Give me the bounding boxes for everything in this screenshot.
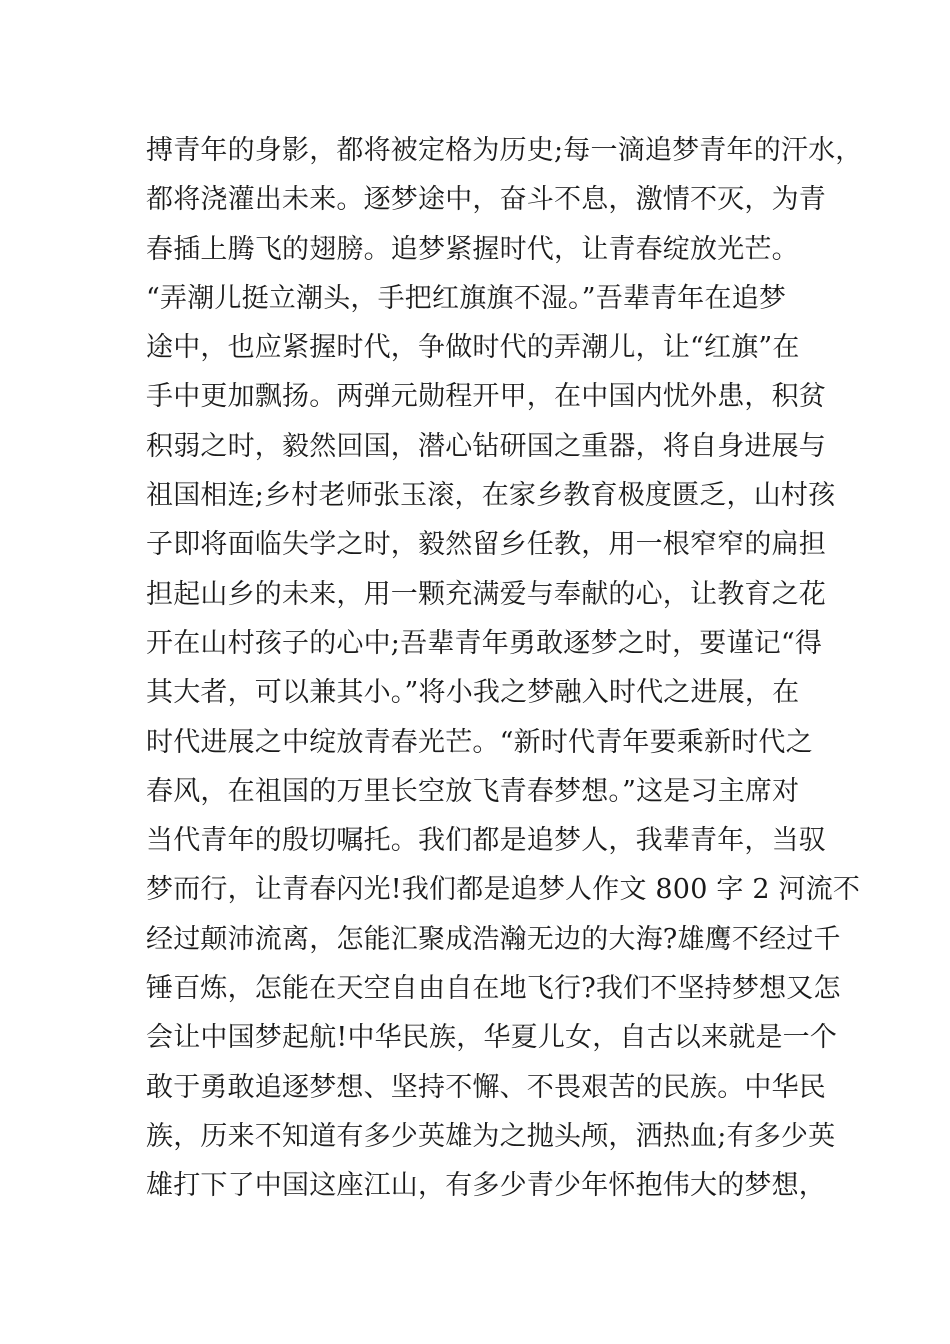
text-line: 族，历来不知道有多少英雄为之抛头颅，洒热血;有多少英 — [146, 1120, 836, 1152]
text-line: 途中，也应紧握时代，争做时代的弄潮儿，让“红旗”在 — [146, 332, 800, 364]
text-line: 手中更加飘扬。两弹元勋程开甲，在中国内忧外患，积贫 — [146, 381, 826, 413]
text-line: 子即将面临失学之时，毅然留乡任教，用一根窄窄的扁担 — [146, 529, 826, 561]
text-line: 春插上腾飞的翅膀。追梦紧握时代，让青春绽放光芒。 — [146, 233, 799, 265]
text-line: 敢于勇敢追逐梦想、坚持不懈、不畏艰苦的民族。中华民 — [146, 1071, 826, 1103]
text-line: 会让中国梦起航!中华民族，华夏儿女，自古以来就是一个 — [146, 1022, 838, 1054]
text-line: 祖国相连;乡村老师张玉滚，在家乡教育极度匮乏，山村孩 — [146, 480, 836, 512]
text-line: 都将浇灌出未来。逐梦途中，奋斗不息，激情不灭，为青 — [146, 184, 826, 216]
text-line: 当代青年的殷切嘱托。我们都是追梦人，我辈青年，当驭 — [146, 825, 826, 857]
text-line: 梦而行，让青春闪光!我们都是追梦人作文 800 字 2 河流不 — [146, 874, 861, 906]
text-line: “弄潮儿挺立潮头，手把红旗旗不湿。”吾辈青年在追梦 — [146, 282, 787, 314]
text-line: 锤百炼，怎能在天空自由自在地飞行?我们不坚持梦想又怎 — [146, 973, 841, 1005]
text-line: 经过颠沛流离，怎能汇聚成浩瀚无边的大海?雄鹰不经过千 — [146, 923, 841, 955]
text-line: 积弱之时，毅然回国，潜心钻研国之重器，将自身进展与 — [146, 430, 826, 462]
text-line: 春风，在祖国的万里长空放飞青春梦想。”这是习主席对 — [146, 775, 800, 807]
text-line: 时代进展之中绽放青春光芒。“新时代青年要乘新时代之 — [146, 726, 813, 758]
text-line: 开在山村孩子的心中;吾辈青年勇敢逐梦之时，要谨记“得 — [146, 627, 823, 659]
body-text — [146, 126, 863, 1211]
text-line: 雄打下了中国这座江山，有多少青少年怀抱伟大的梦想， — [146, 1170, 826, 1202]
text-line: 搏青年的身影，都将被定格为历史;每一滴追梦青年的汗水， — [146, 135, 863, 166]
text-line: 担起山乡的未来，用一颗充满爱与奉献的心，让教育之花 — [146, 578, 826, 610]
text-line: 其大者，可以兼其小。”将小我之梦融入时代之进展，在 — [146, 677, 800, 709]
